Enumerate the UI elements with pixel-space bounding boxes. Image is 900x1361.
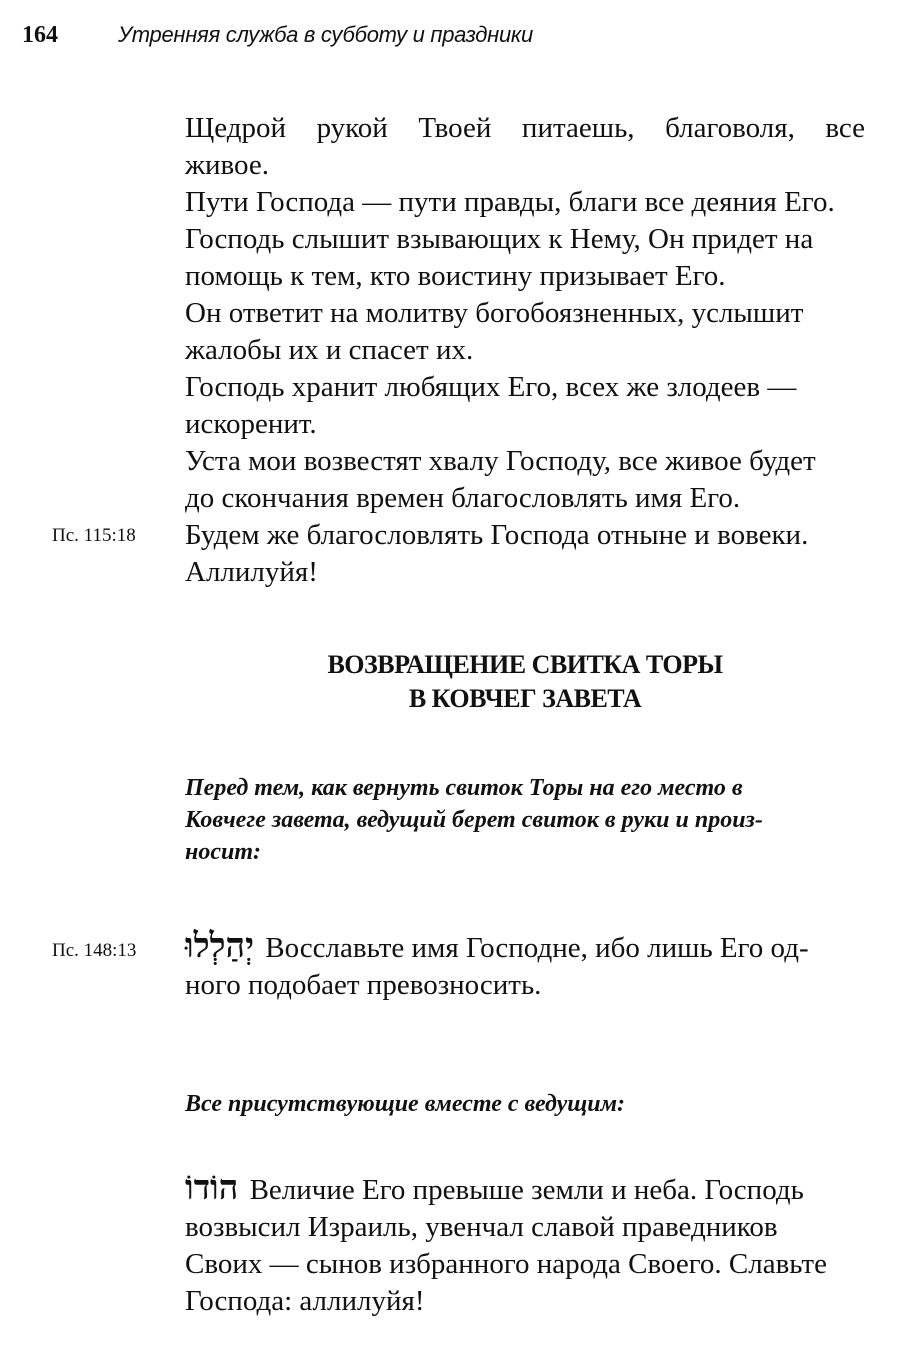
verse-line [185, 928, 865, 967]
verse-line: Господа: аллилуйя! [185, 1285, 425, 1317]
text-line: искоренит. [185, 408, 317, 440]
text-line: Он ответит на молитву богобоязненных, услышит [185, 297, 804, 329]
margin-reference: Пс. 148:13 [52, 940, 137, 961]
hebrew-word: הוֹדוֹ [185, 1168, 239, 1208]
psalm-text [185, 110, 865, 591]
heading-line: ВОЗВРАЩЕНИЕ СВИТКА ТОРЫ [327, 650, 723, 679]
instruction-line: Перед тем, как вернуть свиток Торы на его место в [185, 775, 743, 801]
text-line: Будем же благословлять Господа отныне и вовеки. [185, 519, 809, 551]
verse-yehallelu [185, 928, 865, 1004]
margin-reference: Пс. 115:18 [52, 525, 136, 546]
text-line: живое. [185, 149, 270, 181]
verse-line: ного подобает превозносить. [185, 969, 542, 1001]
running-title: Утренняя служба в субботу и праздники [118, 22, 533, 47]
text-line: до скончания времен благословлять имя Его. [185, 482, 741, 514]
instruction-line: Все присутствующие вместе с ведущим: [185, 1091, 626, 1117]
text-line: Щедрой рукой Твоей питаешь, благоволя, все [185, 112, 865, 144]
text-line: Пути Господа — пути правды, благи все деяния Его. [185, 186, 835, 218]
verse-line [185, 1170, 865, 1209]
hebrew-word: יְהַלְלוּ [185, 926, 254, 966]
text-line: Господь хранит любящих Его, всех же злодеев — [185, 371, 797, 403]
verse-line: Своих — сынов избранного народа Своего. Славьте [185, 1248, 827, 1280]
page-header [22, 22, 533, 62]
verse-text: Величие Его превыше земли и неба. Господь [249, 1174, 804, 1206]
text-line: помощь к тем, кто воистину призывает Его. [185, 260, 726, 292]
instruction-text [185, 772, 865, 868]
section-heading [180, 648, 870, 716]
verse-hodo [185, 1170, 865, 1320]
instruction-text [185, 1088, 865, 1120]
verse-line: возвысил Израиль, увенчал славой праведников [185, 1211, 778, 1243]
text-line: Уста мои возвестят хвалу Господу, все живое будет [185, 445, 816, 477]
page-number: 164 [22, 22, 58, 48]
instruction-line: носит: [185, 839, 261, 865]
heading-line: В КОВЧЕГ ЗАВЕТА [408, 684, 642, 713]
text-line: жалобы их и спасет их. [185, 334, 474, 366]
instruction-line: Ковчеге завета, ведущий берет свиток в руки и произ- [185, 807, 763, 833]
verse-text: Восславьте имя Господне, ибо лишь Его од- [265, 932, 809, 964]
text-line: Аллилуйя! [185, 556, 318, 588]
text-line: Господь слышит взывающих к Нему, Он придет на [185, 223, 814, 255]
